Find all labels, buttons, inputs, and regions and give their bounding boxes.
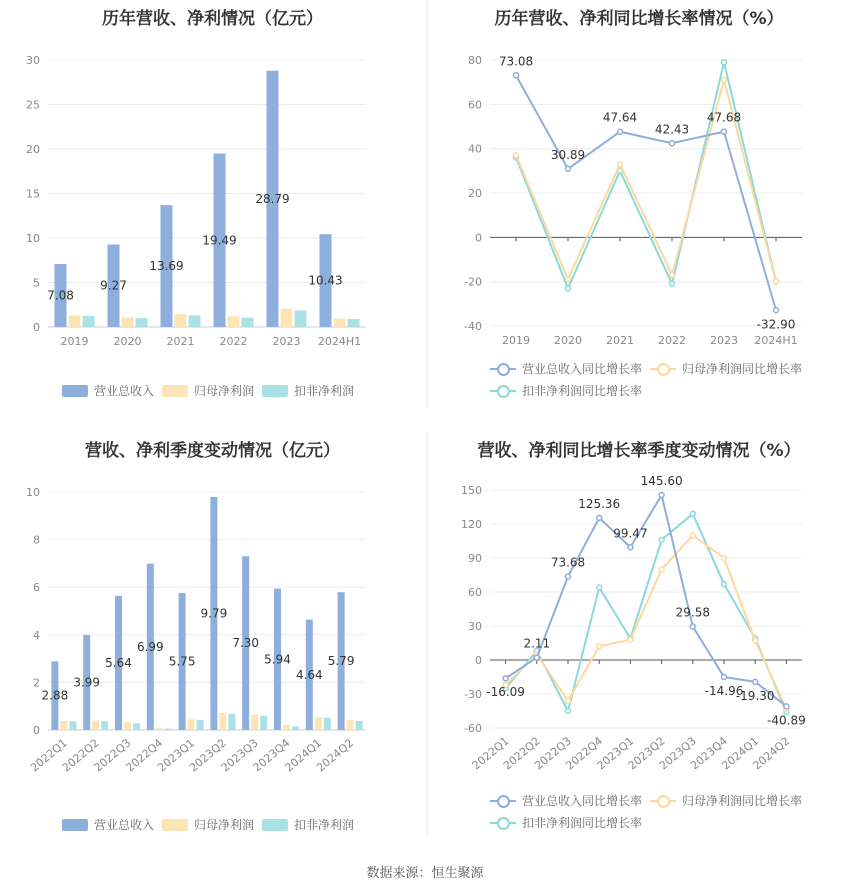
legend-swatch [490, 816, 516, 830]
chart-title: 营收、净利同比增长率季度变动情况（%） [477, 441, 801, 461]
data-source-footer: 数据来源：恒生聚源 [366, 866, 484, 881]
bar-net-profit [188, 719, 195, 730]
y-tick-label: 2 [33, 676, 40, 690]
point-net-profit-growth [566, 277, 571, 282]
y-tick-label: 6 [33, 581, 40, 595]
point-revenue-growth [659, 492, 664, 497]
legend-swatch [62, 819, 88, 831]
x-tick-label: 2023Q4 [250, 736, 293, 775]
data-label: 145.60 [640, 473, 683, 488]
legend-label: 扣非净利润同比增长率 [522, 384, 643, 398]
point-deducted-profit-growth [690, 511, 695, 516]
point-deducted-profit-growth [566, 286, 571, 291]
point-deducted-profit-growth [722, 582, 727, 587]
data-label: 47.68 [706, 110, 742, 125]
data-label: 125.36 [578, 496, 621, 511]
x-tick-label: 2023Q2 [187, 736, 229, 775]
y-tick-label: 4 [33, 628, 40, 642]
point-net-profit-growth [774, 279, 779, 284]
legend-item-net-profit[interactable] [162, 382, 254, 399]
annual-growth-rate-chart [428, 0, 850, 410]
legend-item-net-profit-growth[interactable] [650, 792, 802, 809]
x-tick-label: 2022Q4 [123, 736, 166, 775]
y-tick-label: 30 [26, 54, 40, 67]
x-tick-label: 2023Q1 [594, 734, 637, 773]
data-label: 73.68 [550, 555, 586, 570]
point-revenue-growth [722, 129, 727, 134]
x-tick-label: 2022Q1 [469, 734, 512, 773]
point-deducted-profit-growth [597, 585, 602, 590]
y-tick-label: 0 [475, 231, 482, 245]
y-tick-label: 25 [26, 98, 40, 112]
y-tick-label: 0 [33, 724, 40, 737]
chart-svg [428, 0, 850, 360]
legend-label: 扣非净利润 [294, 384, 355, 398]
point-net-profit-growth [514, 153, 519, 158]
bar-net-profit [281, 309, 293, 327]
legend-item-deducted-profit[interactable] [262, 382, 354, 399]
point-deducted-profit-growth [670, 281, 675, 286]
y-tick-label: 10 [26, 486, 40, 499]
point-deducted-profit-growth [722, 60, 727, 65]
quarterly-revenue-profit-chart [0, 432, 425, 842]
legend-swatch [490, 362, 516, 376]
y-tick-label: 60 [468, 98, 482, 112]
bar-net-profit [60, 721, 67, 730]
data-label: 28.79 [255, 191, 290, 206]
x-tick-label: 2021 [166, 335, 195, 348]
data-label: -16.09 [486, 685, 525, 700]
bar-deducted-profit [260, 716, 267, 730]
data-label: 29.58 [675, 605, 710, 620]
bar-deducted-profit [324, 718, 331, 730]
bar-net-profit [219, 713, 226, 730]
data-label: 7.30 [232, 636, 260, 651]
point-net-profit-growth [659, 567, 664, 572]
y-tick-label: 20 [26, 143, 40, 156]
y-tick-label: 8 [33, 533, 40, 547]
legend-label: 扣非净利润同比增长率 [522, 816, 643, 830]
y-tick-label: 10 [26, 232, 40, 245]
x-tick-label: 2024H1 [317, 335, 362, 348]
legend-swatch [262, 385, 288, 397]
y-tick-label: 90 [468, 552, 482, 565]
point-net-profit-growth [753, 638, 758, 643]
x-tick-label: 2022 [658, 334, 686, 347]
point-revenue-growth [618, 129, 623, 134]
point-net-profit-growth [722, 77, 727, 82]
legend-item-revenue[interactable] [62, 816, 154, 833]
legend [428, 790, 850, 834]
bar-deducted-profit [295, 311, 307, 327]
legend-label: 营业总收入 [94, 818, 155, 832]
bar-deducted-profit [165, 729, 172, 730]
x-tick-label: 2023 [710, 334, 738, 347]
bar-deducted-profit [136, 318, 148, 327]
x-tick-label: 2022Q1 [28, 736, 70, 775]
bar-deducted-profit [83, 316, 95, 327]
x-tick-label: 2024Q1 [719, 734, 762, 773]
data-label: 42.43 [654, 122, 690, 137]
legend-label: 归母净利润同比增长率 [682, 362, 803, 376]
data-label: 4.64 [295, 667, 323, 682]
legend-swatch [650, 794, 676, 808]
y-tick-label: 15 [26, 187, 40, 201]
annual-revenue-profit-chart [0, 0, 425, 410]
bar-net-profit [251, 715, 258, 730]
point-revenue-growth [690, 624, 695, 629]
chart-title: 营收、净利季度变动情况（亿元） [85, 441, 340, 461]
y-tick-label: 40 [468, 142, 482, 156]
x-tick-label: 2024Q2 [750, 734, 793, 773]
bar-net-profit [175, 314, 187, 327]
point-revenue-growth [534, 655, 539, 660]
x-tick-label: 2022 [219, 335, 248, 348]
legend-item-deducted-profit-growth[interactable] [490, 814, 642, 831]
y-tick-label: -60 [464, 722, 482, 735]
y-tick-label: 20 [468, 187, 482, 200]
x-tick-label: 2022Q2 [59, 736, 102, 775]
bar-net-profit [124, 722, 131, 730]
x-tick-label: 2023Q4 [688, 734, 730, 773]
chart-svg [428, 432, 850, 792]
x-tick-label: 2024H1 [754, 334, 798, 347]
bar-net-profit [315, 717, 322, 730]
data-label: 6.99 [136, 639, 164, 654]
x-tick-label: 2020 [113, 335, 142, 348]
legend-item-revenue-growth[interactable] [490, 792, 642, 809]
point-revenue-growth [597, 515, 602, 520]
legend-label: 归母净利润 [194, 818, 255, 832]
bar-net-profit [228, 316, 240, 327]
point-net-profit-growth [670, 273, 675, 278]
data-label: 5.79 [327, 654, 355, 669]
legend [428, 358, 850, 402]
point-revenue-growth [566, 166, 571, 171]
legend-label: 营业总收入同比增长率 [522, 362, 643, 376]
bar-net-profit [69, 315, 81, 327]
point-revenue-growth [503, 676, 508, 681]
x-tick-label: 2022Q3 [91, 736, 134, 775]
point-revenue-growth [670, 141, 675, 146]
point-net-profit-growth [618, 162, 623, 167]
point-revenue-growth [566, 574, 571, 579]
data-label: 5.75 [168, 654, 196, 669]
bar-deducted-profit [292, 726, 299, 730]
bar-deducted-profit [348, 319, 360, 327]
y-tick-label: 150 [461, 484, 482, 497]
bar-net-profit [92, 720, 99, 730]
legend-label: 营业总收入同比增长率 [522, 794, 643, 808]
legend-item-revenue[interactable] [62, 382, 154, 399]
data-label: -19.30 [735, 688, 775, 703]
x-tick-label: 2019 [60, 335, 89, 348]
data-label: 30.89 [550, 147, 586, 162]
point-revenue-growth [774, 308, 779, 313]
x-tick-label: 2020 [554, 334, 582, 347]
legend-swatch [162, 385, 188, 397]
bar-deducted-profit [356, 721, 363, 730]
legend-label: 归母净利润同比增长率 [682, 794, 803, 808]
data-label: 9.79 [200, 606, 228, 621]
y-tick-label: -30 [464, 688, 482, 701]
point-net-profit-growth [690, 533, 695, 538]
bar-net-profit [334, 319, 346, 327]
x-tick-label: 2023Q1 [155, 736, 198, 775]
bar-deducted-profit [69, 721, 76, 730]
chart-title: 历年营收、净利同比增长率情况（%） [494, 9, 784, 29]
legend-label: 营业总收入 [94, 384, 155, 398]
data-label: 7.08 [47, 288, 74, 303]
bar-deducted-profit [133, 723, 140, 730]
legend [0, 382, 425, 402]
y-tick-label: 30 [468, 620, 482, 633]
data-label: -32.90 [756, 317, 796, 332]
data-label: 10.43 [308, 273, 343, 288]
point-revenue-growth [514, 73, 519, 78]
y-tick-label: -20 [464, 275, 482, 289]
bar-deducted-profit [197, 720, 204, 730]
y-tick-label: 0 [475, 654, 482, 667]
legend-label: 扣非净利润 [294, 818, 355, 832]
data-label: -40.89 [767, 713, 806, 728]
point-revenue-growth [753, 679, 758, 684]
y-tick-label: 120 [461, 518, 482, 531]
legend-item-net-profit[interactable] [162, 816, 254, 833]
point-net-profit-growth [628, 637, 633, 642]
data-label: 19.49 [202, 233, 237, 248]
legend-swatch [490, 794, 516, 808]
bar-net-profit [283, 725, 290, 730]
data-label: 2.88 [41, 688, 69, 703]
legend-swatch [650, 362, 676, 376]
x-tick-label: 2023Q2 [625, 734, 668, 773]
point-deducted-profit-growth [566, 709, 571, 714]
legend-label: 归母净利润 [194, 384, 255, 398]
series-line-net-profit-growth [506, 535, 787, 708]
x-tick-label: 2023Q3 [218, 736, 261, 775]
legend-swatch [490, 384, 516, 398]
legend-swatch [262, 819, 288, 831]
bar-deducted-profit [189, 315, 201, 327]
legend [0, 816, 425, 836]
y-tick-label: 0 [33, 321, 40, 334]
point-net-profit-growth [722, 556, 727, 561]
x-tick-label: 2021 [606, 334, 634, 347]
data-label: 99.47 [613, 526, 648, 541]
point-revenue-growth [784, 704, 789, 709]
data-label: -14.96 [704, 683, 744, 698]
data-label: 13.69 [149, 259, 184, 274]
point-net-profit-growth [566, 698, 571, 703]
bar-net-profit [122, 317, 134, 327]
bar-net-profit [156, 728, 163, 730]
point-revenue-growth [722, 674, 727, 679]
x-tick-label: 2024Q1 [282, 736, 325, 775]
quarterly-growth-rate-chart [428, 432, 850, 842]
point-deducted-profit-growth [659, 537, 664, 542]
y-tick-label: -40 [464, 320, 482, 333]
x-tick-label: 2022Q3 [532, 734, 574, 773]
chart-svg [0, 0, 425, 360]
bar-deducted-profit [242, 318, 254, 327]
data-label: 9.27 [100, 278, 127, 293]
y-tick-label: 80 [468, 54, 482, 67]
point-revenue-growth [628, 545, 633, 550]
chart-svg [0, 432, 425, 802]
chart-title: 历年营收、净利情况（亿元） [102, 9, 323, 29]
x-tick-label: 2022Q4 [563, 734, 606, 773]
legend-item-net-profit-growth[interactable] [650, 360, 802, 377]
data-label: 5.64 [105, 655, 132, 670]
y-tick-label: 5 [33, 276, 40, 290]
legend-swatch [62, 385, 88, 397]
x-tick-label: 2024Q2 [314, 736, 357, 775]
data-label: 73.08 [498, 54, 534, 69]
data-label: 2.11 [523, 636, 551, 651]
point-net-profit-growth [597, 644, 602, 649]
x-tick-label: 2023Q3 [656, 734, 699, 773]
x-tick-label: 2023 [272, 335, 301, 348]
legend-item-deducted-profit-growth[interactable] [490, 382, 642, 399]
bar-net-profit [347, 720, 354, 730]
bar-deducted-profit [228, 714, 235, 730]
legend-item-deducted-profit[interactable] [262, 816, 354, 833]
x-tick-label: 2019 [502, 334, 530, 347]
legend-item-revenue-growth[interactable] [490, 360, 642, 377]
y-tick-label: 60 [468, 586, 482, 599]
bar-deducted-profit [101, 721, 108, 730]
data-label: 3.99 [73, 675, 101, 690]
data-label: 5.94 [264, 652, 291, 667]
data-label: 47.64 [602, 110, 638, 125]
legend-swatch [162, 819, 188, 831]
x-tick-label: 2022Q2 [500, 734, 543, 773]
